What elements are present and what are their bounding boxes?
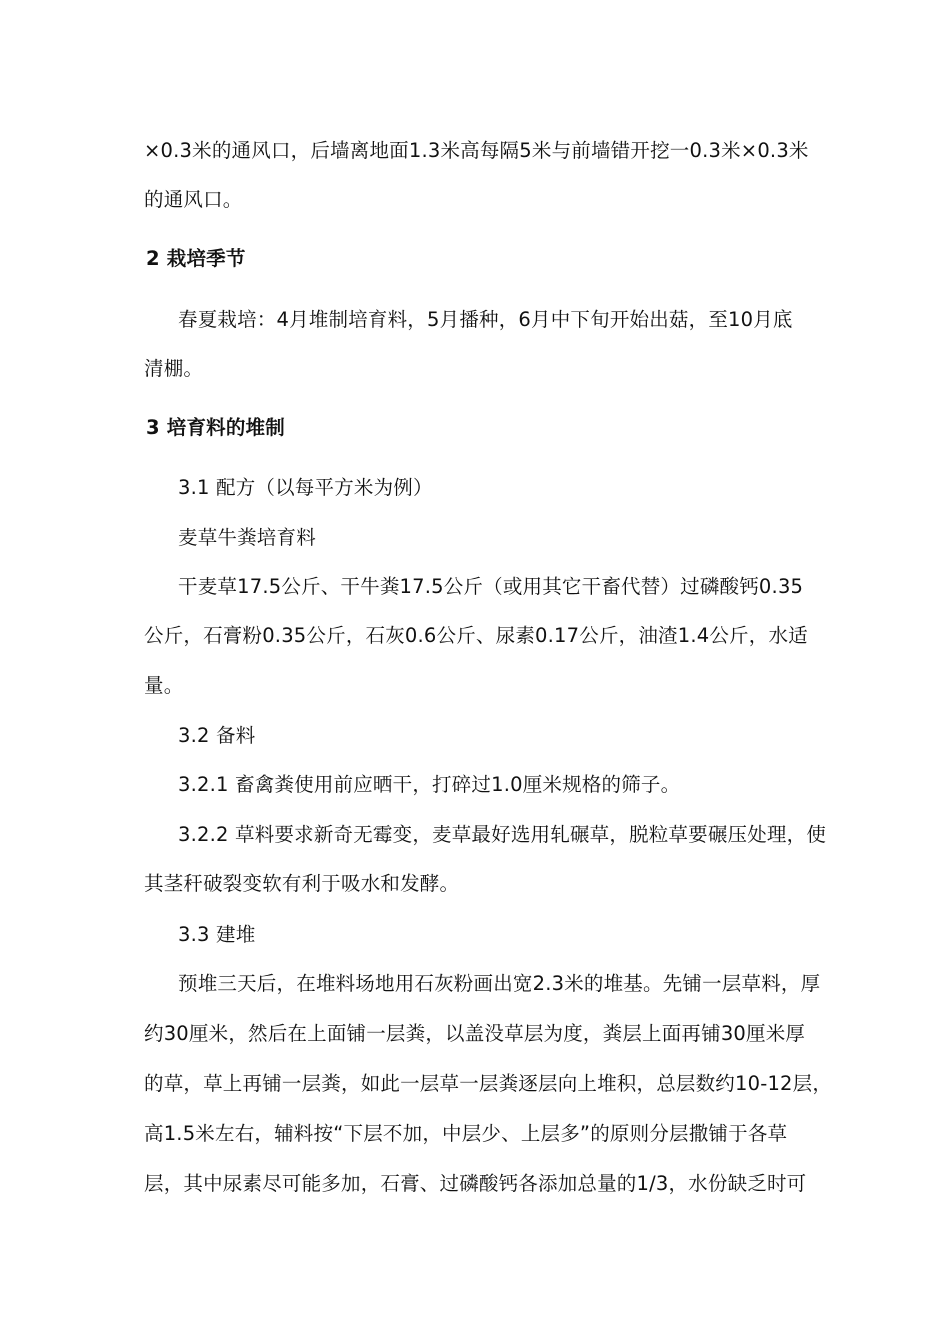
text-line: 3.2.2 草料要求新奇无霉变，麦草最好选用轧碾草，脱粒草要碾压处理，使: [178, 823, 827, 846]
subsection-heading: 3.1 配方（以每平方米为例）: [178, 476, 433, 499]
subsection-heading: 3.3 建堆: [178, 923, 256, 946]
text-line: 3.2.1 畜禽粪使用前应晒干，打碎过1.0厘米规格的筛子。: [178, 773, 681, 796]
subsection-heading: 3.2 备料: [178, 724, 256, 747]
text-line: 量。: [144, 674, 184, 697]
text-line: 约30厘米，然后在上面铺一层粪，以盖没草层为度，粪层上面再铺30厘米厚: [144, 1022, 806, 1045]
section-heading: 3 培育料的堆制: [146, 416, 285, 439]
text-line: 的草，草上再铺一层粪，如此一层草一层粪逐层向上堆积，总层数约10-12层，: [144, 1072, 833, 1095]
text-line: ×0.3米的通风口，后墙离地面1.3米高每隔5米与前墙错开挖一0.3米×0.3米: [144, 139, 809, 162]
text-line: 高1.5米左右，辅料按“下层不加，中层少、上层多”的原则分层撒铺于各草: [144, 1122, 788, 1145]
section-heading: 2 栽培季节: [146, 247, 246, 270]
text-line: 层，其中尿素尽可能多加，石膏、过磷酸钙各添加总量的1/3，水份缺乏时可: [144, 1172, 807, 1195]
text-line: 春夏栽培：4月堆制培育料，5月播种，6月中下旬开始出菇，至10月底: [178, 308, 793, 331]
text-line: 麦草牛粪培育料: [178, 526, 316, 549]
text-line: 预堆三天后，在堆料场地用石灰粉画出宽2.3米的堆基。先铺一层草料，厚: [178, 972, 821, 995]
text-line: 其茎秆破裂变软有利于吸水和发酵。: [144, 872, 460, 895]
text-line: 公斤，石膏粉0.35公斤，石灰0.6公斤、尿素0.17公斤，油渣1.4公斤，水适: [144, 624, 808, 647]
text-line: 清棚。: [144, 357, 204, 380]
text-line: 的通风口。: [144, 188, 243, 211]
text-line: 干麦草17.5公斤、干牛粪17.5公斤（或用其它干畜代替）过磷酸钙0.35: [178, 575, 804, 598]
